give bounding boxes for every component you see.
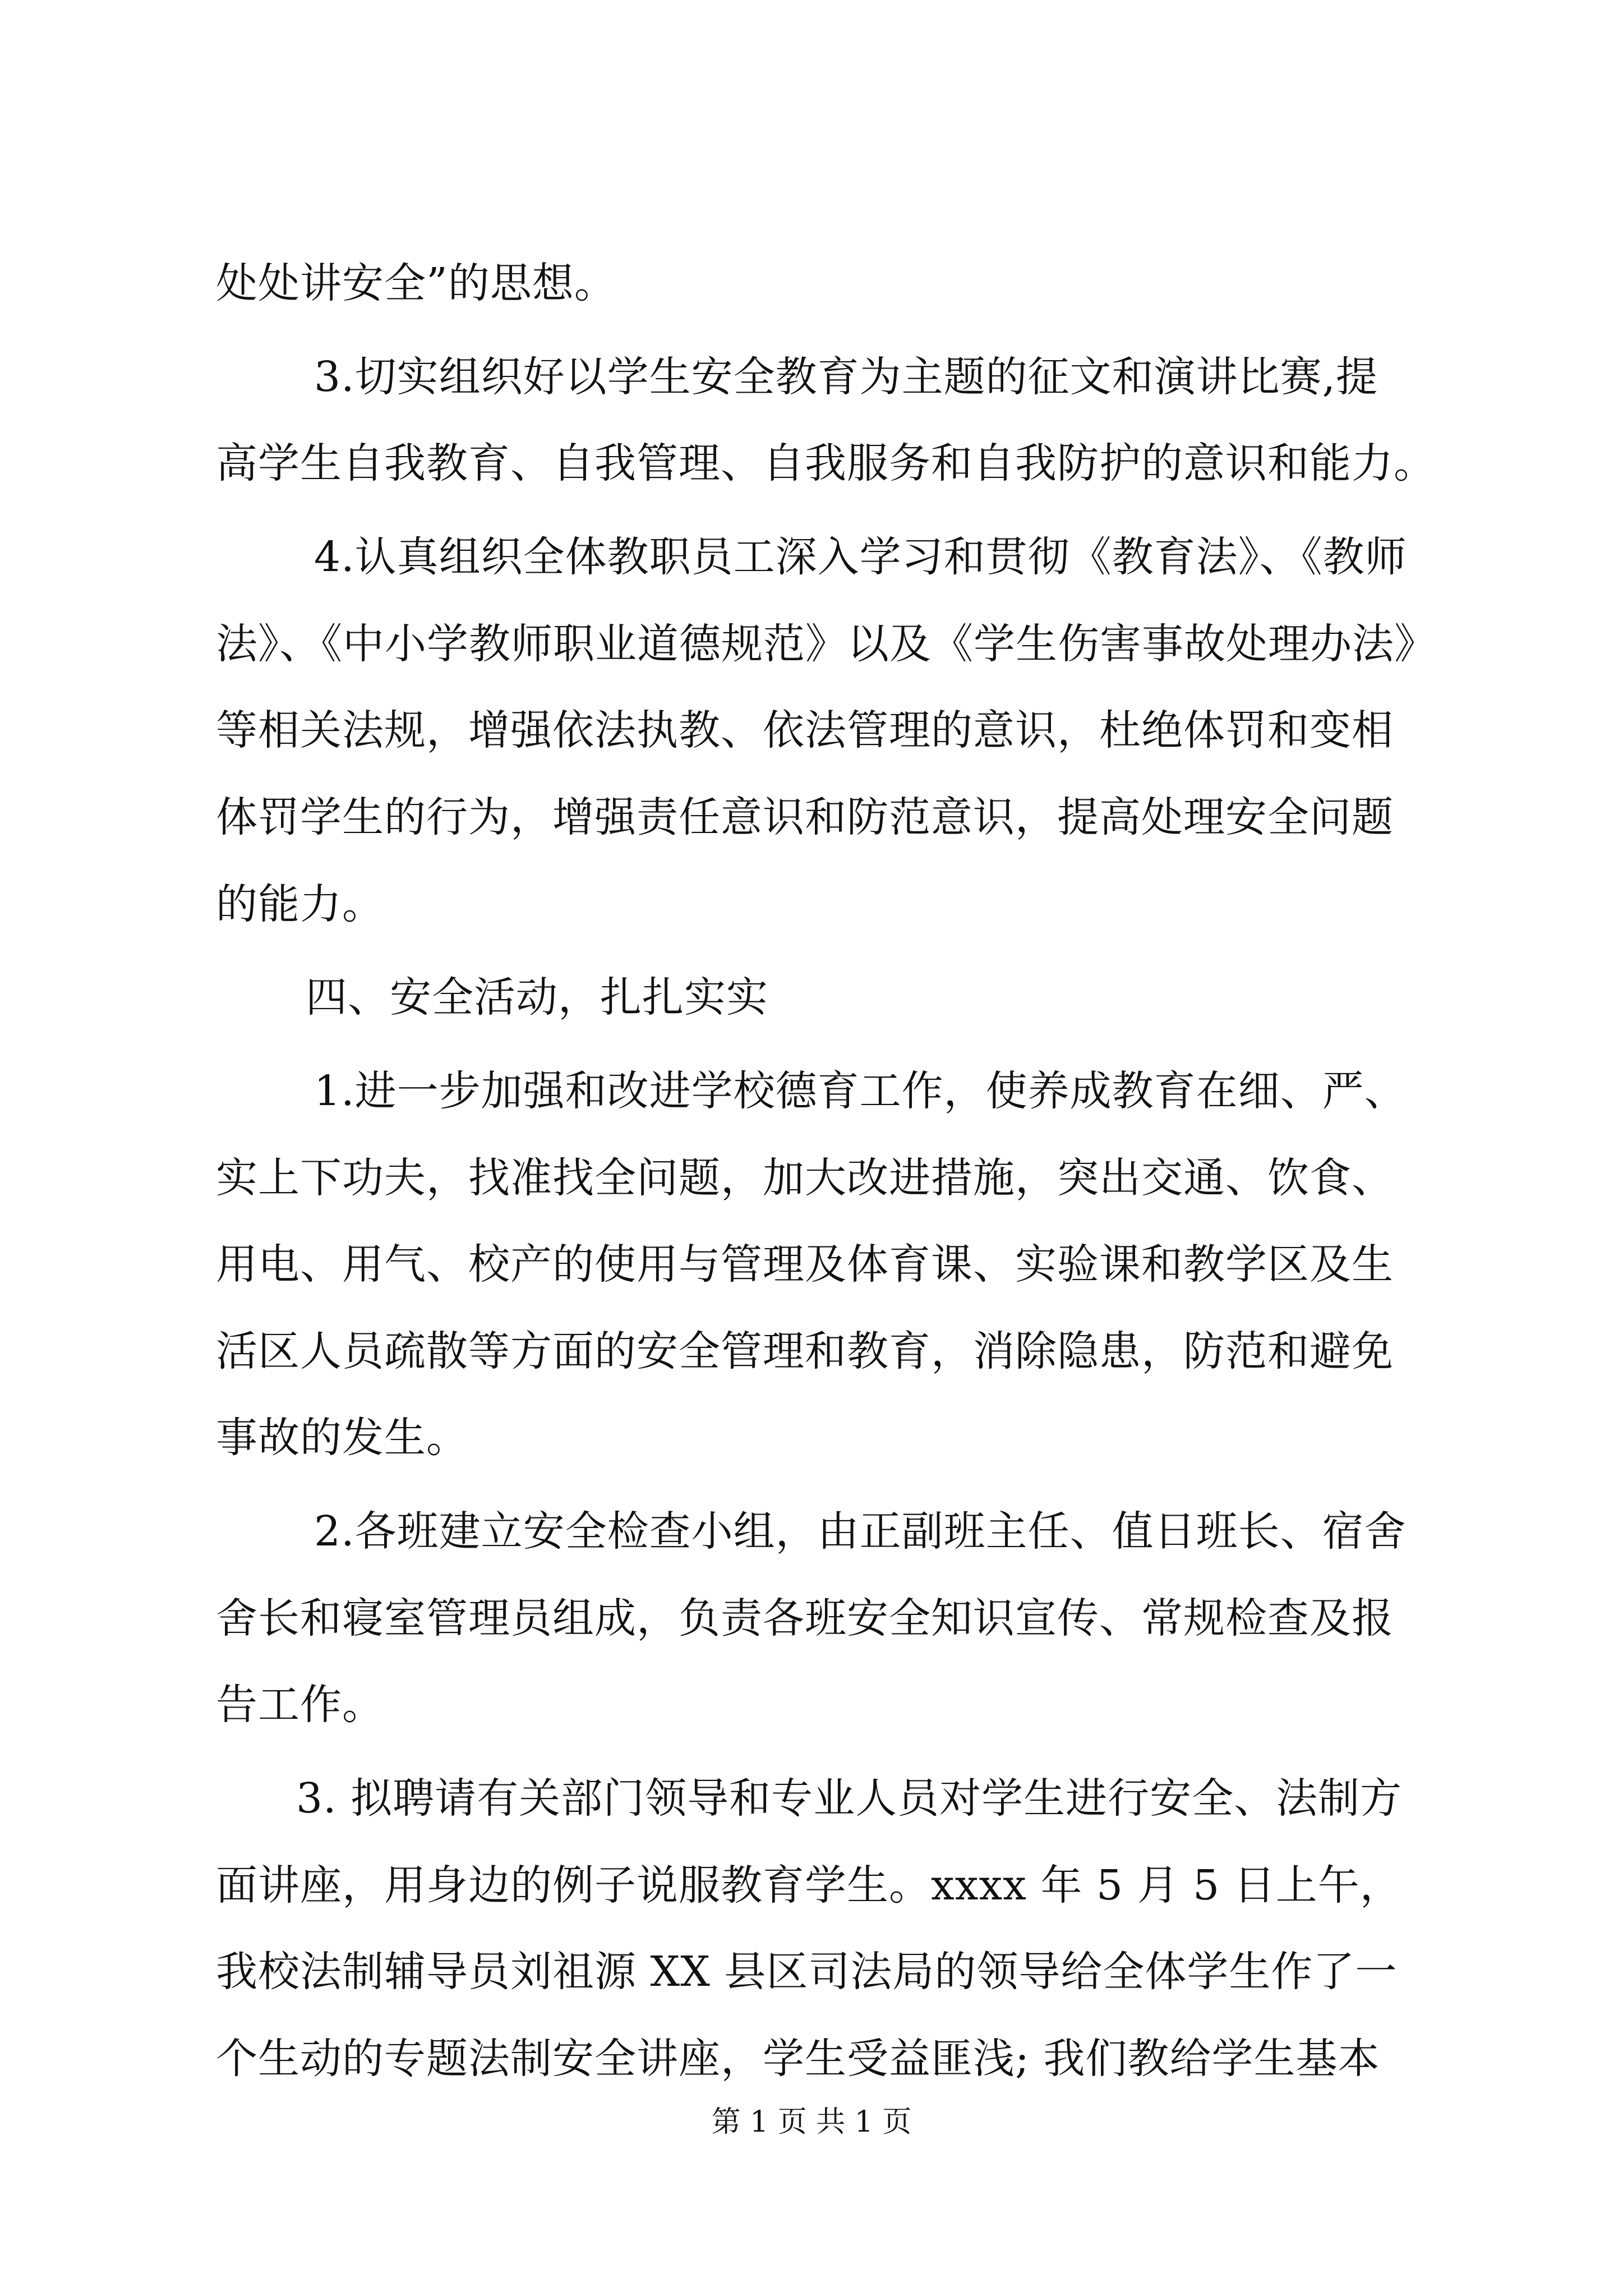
- text-line: 舍长和寝室管理员组成，负责各班安全知识宣传、常规检查及报: [216, 1594, 1394, 1642]
- text-line: 用电、用气、校产的使用与管理及体育课、实验课和教学区及生: [216, 1240, 1394, 1289]
- text-line: 3. 拟聘请有关部门领导和专业人员对学生进行安全、法制方: [296, 1774, 1403, 1823]
- text-line: 面讲座，用身边的例子说服教育学生。xxxx 年 5 月 5 日上午，: [216, 1861, 1402, 1910]
- text-line: 实上下功夫，找准找全问题，加大改进措施，突出交通、饮食、: [216, 1153, 1394, 1202]
- text-line: 高学生自我教育、自我管理、自我服务和自我防护的意识和能力。: [216, 439, 1436, 488]
- page-number-footer: 第 1 页 共 1 页: [711, 2105, 912, 2139]
- text-line: 我校法制辅导员刘祖源 XX 县区司法局的领导给全体学生作了一: [216, 1948, 1398, 1996]
- text-line: 3.切实组织好以学生安全教育为主题的征文和演讲比赛,提: [314, 352, 1378, 401]
- text-line: 处处讲安全”的思想。: [216, 259, 616, 307]
- text-line: 4.认真组织全体教职员工深入学习和贯彻《教育法》、《教师: [314, 533, 1407, 582]
- text-line: 2.各班建立安全检查小组，由正副班主任、值日班长、宿舍: [314, 1507, 1407, 1556]
- text-line: 活区人员疏散等方面的安全管理和教育，消除隐患，防范和避免: [216, 1327, 1394, 1375]
- text-line: 等相关法规，增强依法执教、依法管理的意识，杜绝体罚和变相: [216, 706, 1394, 755]
- text-line: 个生动的专题法制安全讲座，学生受益匪浅; 我们教给学生基本: [216, 2035, 1380, 2083]
- text-line: 体罚学生的行为，增强责任意识和防范意识，提高处理安全问题: [216, 793, 1394, 841]
- text-line: 的能力。: [216, 880, 384, 928]
- text-line: 事故的发生。: [216, 1414, 468, 1462]
- text-line: 1.进一步加强和改进学校德育工作，使养成教育在细、严、: [314, 1067, 1407, 1116]
- section-heading: 四、安全活动，扎扎实实: [306, 973, 768, 1022]
- text-line: 法》、《中小学教师职业道德规范》以及《学生伤害事故处理办法》: [216, 619, 1436, 668]
- text-line: 告工作。: [216, 1681, 384, 1729]
